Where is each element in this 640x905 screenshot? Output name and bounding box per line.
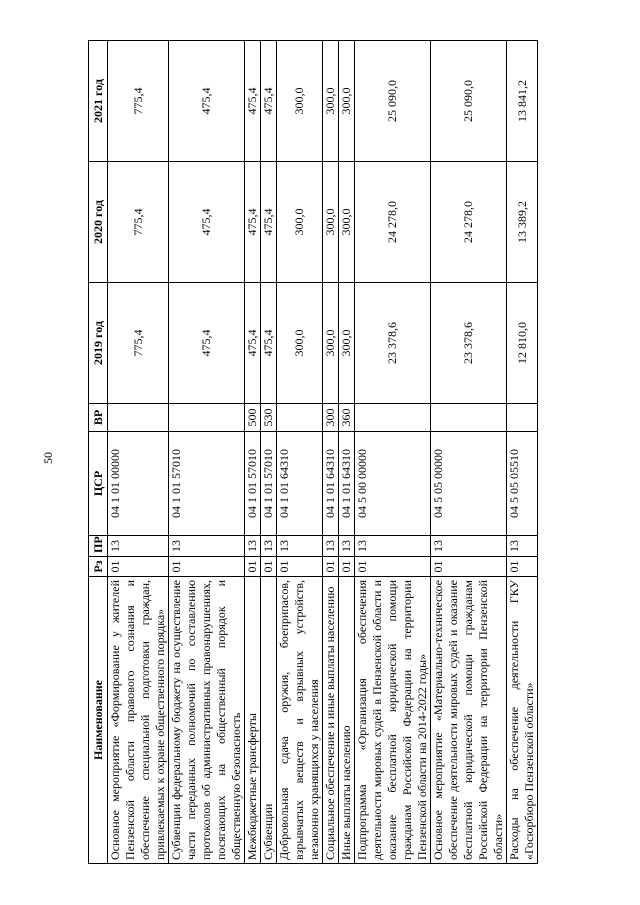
- header-vr: ВР: [89, 404, 108, 432]
- row-csr: 04 5 05 00000: [431, 432, 507, 536]
- header-pr: ПР: [89, 536, 108, 557]
- row-vr: [169, 404, 245, 432]
- rotated-table-container: [88, 41, 638, 864]
- row-2021: 775,4: [108, 41, 169, 162]
- row-2020: 300,0: [339, 162, 355, 283]
- row-rz: 01: [108, 557, 169, 577]
- row-csr: 04 1 01 64310: [339, 432, 355, 536]
- row-2020: 24 278,0: [431, 162, 507, 283]
- header-2019: 2019 год: [89, 283, 108, 404]
- row-pr: 13: [108, 536, 169, 557]
- row-rz: 01: [323, 557, 339, 577]
- row-name: Субвенции: [261, 577, 277, 864]
- row-vr: [355, 404, 431, 432]
- table-row: [108, 41, 169, 864]
- row-rz: 01: [507, 557, 538, 577]
- row-name: Межбюджетные трансферты: [245, 577, 261, 864]
- row-2020: 300,0: [323, 162, 339, 283]
- row-vr: 530: [261, 404, 277, 432]
- row-vr: 300: [323, 404, 339, 432]
- row-pr: 13: [323, 536, 339, 557]
- row-name: Добровольная сдача оружия, боеприпасов, взрывчатых веществ и взрывных устройств, незаконно хранящихся у населения: [277, 577, 323, 864]
- header-2020: 2020 год: [89, 162, 108, 283]
- budget-table: [88, 40, 538, 864]
- row-2019: 475,4: [261, 283, 277, 404]
- row-2020: 300,0: [277, 162, 323, 283]
- row-name: Основное мероприятие «Формирование у жителей Пензенской области правового сознания и обеспечение специальной подготовки граждан, привлекаемых к охране общественного порядка»: [108, 577, 169, 864]
- table-row: [245, 41, 261, 864]
- row-pr: 13: [261, 536, 277, 557]
- row-vr: 500: [245, 404, 261, 432]
- row-2021: 13 841,2: [507, 41, 538, 162]
- row-name: Подпрограмма «Организация обеспечения деятельности мировых судей в Пензенской области и оказание бесплатной юридической помощи гражданам Российской Федерации на территории Пензенской области на 2014-2022 годы»: [355, 577, 431, 864]
- row-2020: 475,4: [169, 162, 245, 283]
- row-rz: 01: [169, 557, 245, 577]
- row-2021: 25 090,0: [355, 41, 431, 162]
- row-2019: 23 378,6: [355, 283, 431, 404]
- row-rz: 01: [245, 557, 261, 577]
- row-2019: 300,0: [323, 283, 339, 404]
- row-pr: 13: [339, 536, 355, 557]
- row-2020: 475,4: [261, 162, 277, 283]
- row-rz: 01: [355, 557, 431, 577]
- row-2021: 475,4: [169, 41, 245, 162]
- row-csr: 04 1 01 57010: [169, 432, 245, 536]
- table-header-row: [89, 41, 108, 864]
- row-2019: 775,4: [108, 283, 169, 404]
- row-csr: 04 1 01 64310: [277, 432, 323, 536]
- row-csr: 04 5 05 05510: [507, 432, 538, 536]
- row-2021: 300,0: [323, 41, 339, 162]
- row-2021: 300,0: [339, 41, 355, 162]
- row-pr: 13: [507, 536, 538, 557]
- row-rz: 01: [431, 557, 507, 577]
- row-vr: 360: [339, 404, 355, 432]
- row-name: Социальное обеспечение и иные выплаты населению: [323, 577, 339, 864]
- row-csr: 04 1 01 00000: [108, 432, 169, 536]
- row-2019: 300,0: [277, 283, 323, 404]
- header-name: Наименование: [89, 577, 108, 864]
- row-rz: 01: [277, 557, 323, 577]
- header-2021: 2021 год: [89, 41, 108, 162]
- row-rz: 01: [261, 557, 277, 577]
- row-2021: 475,4: [245, 41, 261, 162]
- row-2019: 475,4: [169, 283, 245, 404]
- header-rz: Рз: [89, 557, 108, 577]
- row-2020: 775,4: [108, 162, 169, 283]
- row-pr: 13: [431, 536, 507, 557]
- page-number: 50: [41, 452, 55, 464]
- table-row: [261, 41, 277, 864]
- row-2020: 13 389,2: [507, 162, 538, 283]
- row-pr: 13: [355, 536, 431, 557]
- row-csr: 04 1 01 57010: [245, 432, 261, 536]
- row-csr: 04 5 00 00000: [355, 432, 431, 536]
- row-2020: 475,4: [245, 162, 261, 283]
- table-row: [323, 41, 339, 864]
- header-csr: ЦСР: [89, 432, 108, 536]
- row-vr: [277, 404, 323, 432]
- table-row: [507, 41, 538, 864]
- row-pr: 13: [245, 536, 261, 557]
- row-pr: 13: [277, 536, 323, 557]
- row-name: Основное мероприятие «Материально-техническое обеспечение деятельности мировых судей и оказание бесплатной юридической помощи гражданам Российской Федерации на территории Пензенской области»: [431, 577, 507, 864]
- row-vr: [507, 404, 538, 432]
- row-2019: 475,4: [245, 283, 261, 404]
- row-csr: 04 1 01 64310: [323, 432, 339, 536]
- row-2019: 12 810,0: [507, 283, 538, 404]
- row-2020: 24 278,0: [355, 162, 431, 283]
- row-name: Субвенции федеральному бюджету на осуществление части переданных полномочий по составлению протоколов об административных правонарушениях, посягающих на общественный порядок и общественную безопасность: [169, 577, 245, 864]
- row-2021: 25 090,0: [431, 41, 507, 162]
- table-row: [277, 41, 323, 864]
- row-2019: 300,0: [339, 283, 355, 404]
- row-csr: 04 1 01 57010: [261, 432, 277, 536]
- table-row: [355, 41, 431, 864]
- table-row: [169, 41, 245, 864]
- row-2021: 475,4: [261, 41, 277, 162]
- row-name: Иные выплаты населению: [339, 577, 355, 864]
- row-rz: 01: [339, 557, 355, 577]
- row-name: Расходы на обеспечение деятельности ГКУ «Госюрбюро Пензенской области»: [507, 577, 538, 864]
- row-2019: 23 378,6: [431, 283, 507, 404]
- row-2021: 300,0: [277, 41, 323, 162]
- row-vr: [108, 404, 169, 432]
- row-vr: [431, 404, 507, 432]
- table-row: [431, 41, 507, 864]
- row-pr: 13: [169, 536, 245, 557]
- table-row: [339, 41, 355, 864]
